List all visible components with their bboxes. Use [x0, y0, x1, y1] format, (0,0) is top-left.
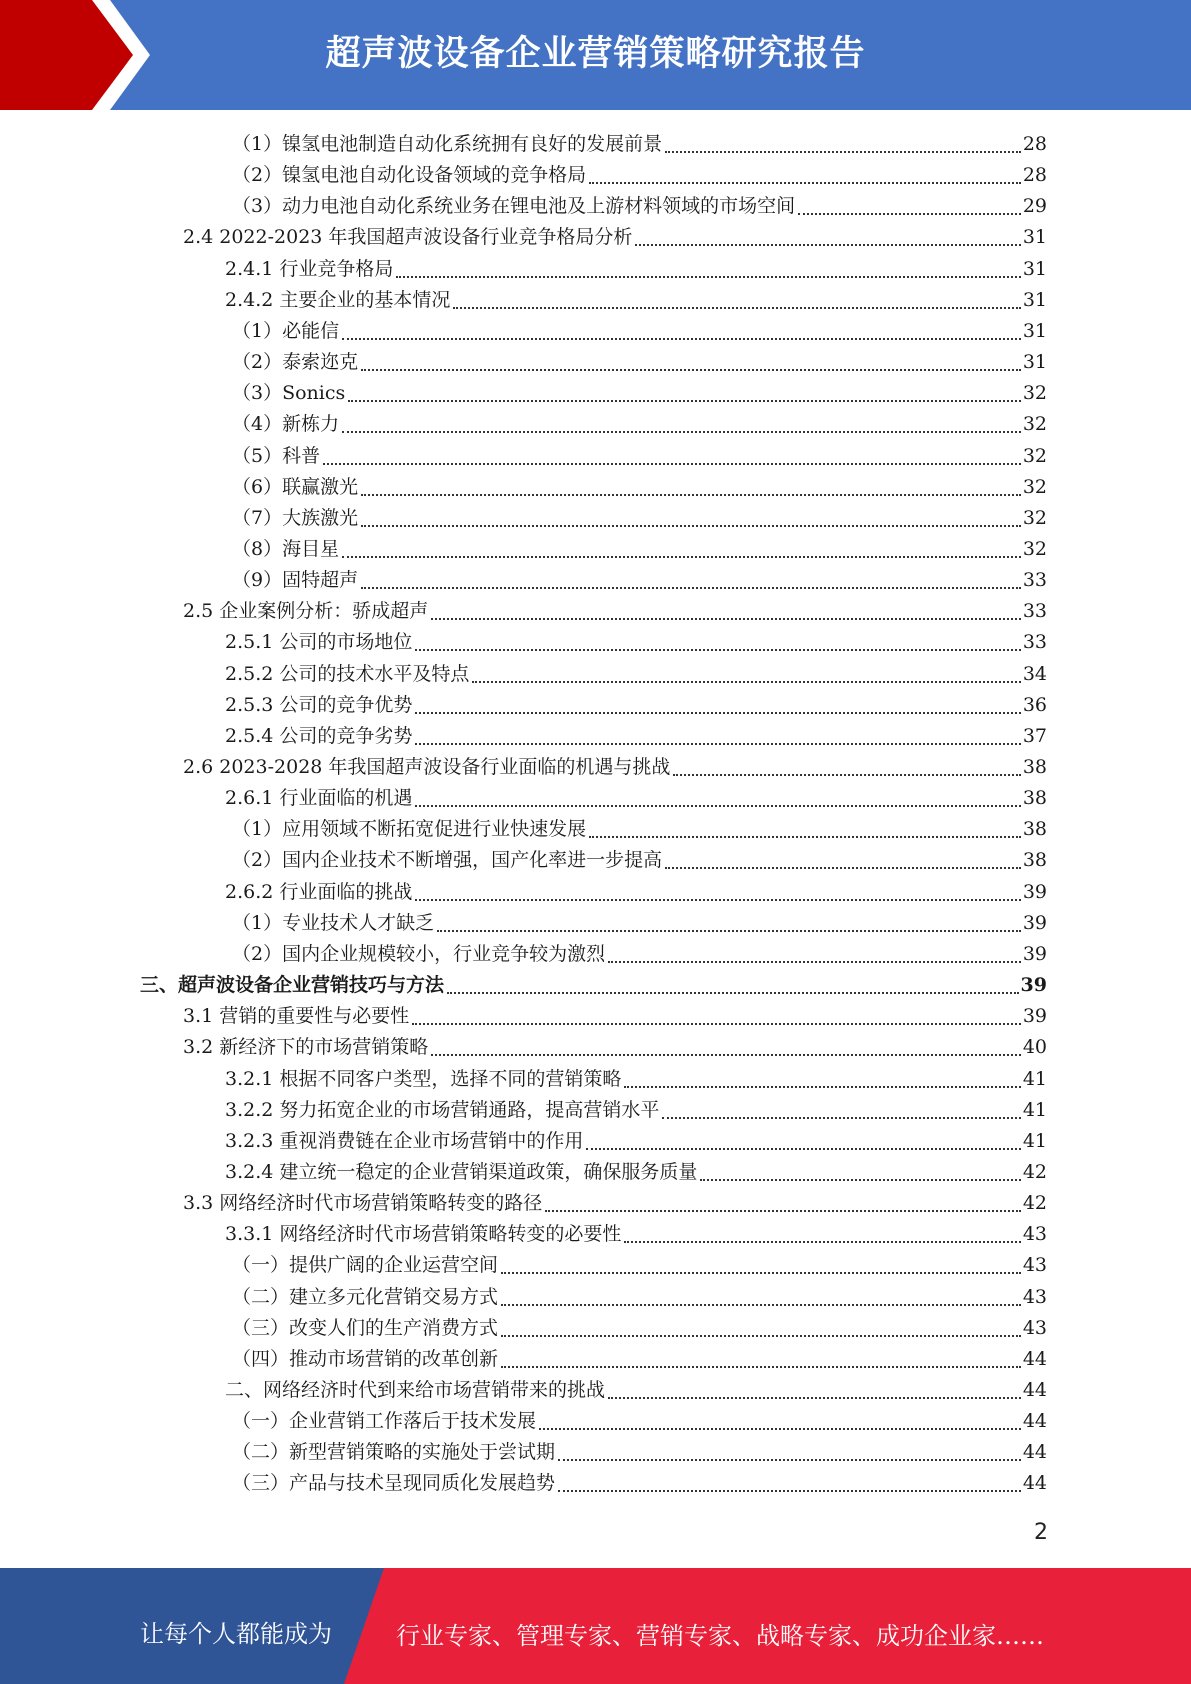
toc-entry[interactable]	[232, 503, 1047, 534]
toc-entry[interactable]	[225, 659, 1047, 690]
toc-dot-leader	[665, 151, 1021, 153]
toc-entry-page: 39	[1022, 1005, 1047, 1028]
toc-entry[interactable]	[232, 378, 1047, 409]
toc-entry[interactable]	[232, 441, 1047, 472]
toc-dot-leader	[624, 1086, 1020, 1088]
toc-entry[interactable]	[225, 285, 1047, 316]
toc-dot-leader	[361, 494, 1021, 496]
toc-entry[interactable]	[232, 814, 1047, 845]
toc-entry-page: 44	[1022, 1441, 1047, 1464]
toc-entry-label: 3.2.3 重视消费链在企业市场营销中的作用	[225, 1129, 584, 1152]
toc-dot-leader	[501, 1304, 1021, 1306]
toc-entry-label: （三）产品与技术呈现同质化发展趋势	[232, 1472, 556, 1495]
toc-entry[interactable]	[232, 939, 1047, 970]
toc-entry-page: 43	[1022, 1285, 1047, 1308]
toc-entry-label: 2.4 2022-2023 年我国超声波设备行业竞争格局分析	[183, 226, 633, 249]
toc-entry-label: 3.2.4 建立统一稳定的企业营销渠道政策，确保服务质量	[225, 1160, 698, 1183]
toc-dot-leader	[539, 1428, 1021, 1430]
toc-entry[interactable]	[232, 1282, 1047, 1313]
toc-entry[interactable]	[183, 1001, 1047, 1032]
toc-entry-page: 40	[1022, 1036, 1047, 1059]
toc-dot-leader	[662, 1117, 1020, 1119]
toc-entry-label: （9）固特超声	[232, 569, 359, 592]
toc-dot-leader	[798, 213, 1021, 215]
toc-dot-leader	[700, 1179, 1020, 1181]
toc-entry[interactable]	[225, 783, 1047, 814]
toc-dot-leader	[501, 1272, 1021, 1274]
toc-dot-leader	[589, 182, 1021, 184]
toc-entry[interactable]	[225, 1126, 1047, 1157]
toc-dot-leader	[545, 1210, 1021, 1212]
toc-entry-page: 39	[1022, 942, 1047, 965]
toc-entry[interactable]	[232, 845, 1047, 876]
toc-entry-label: 3.2 新经济下的市场营销策略	[183, 1036, 429, 1059]
toc-dot-leader	[501, 1366, 1021, 1368]
toc-dot-leader	[431, 1054, 1021, 1056]
toc-entry-label: 3.2.2 努力拓宽企业的市场营销通路，提高营销水平	[225, 1098, 660, 1121]
toc-dot-leader	[624, 1241, 1020, 1243]
toc-entry[interactable]	[225, 254, 1047, 285]
toc-entry[interactable]	[232, 1344, 1047, 1375]
toc-entry-label: 2.5 企业案例分析：骄成超声	[183, 600, 429, 623]
toc-dot-leader	[323, 463, 1021, 465]
toc-dot-leader	[415, 649, 1020, 651]
toc-dot-leader	[558, 1490, 1021, 1492]
toc-entry-label: （1）专业技术人才缺乏	[232, 911, 435, 934]
toc-entry-label: 2.6 2023-2028 年我国超声波设备行业面临的机遇与挑战	[183, 756, 671, 778]
toc-dot-leader	[453, 307, 1020, 309]
toc-entry-label: （3）Sonics	[232, 382, 346, 405]
toc-entry-label: 三、超声波设备企业营销技巧与方法	[140, 974, 445, 997]
toc-dot-leader	[342, 338, 1021, 340]
toc-entry[interactable]	[225, 877, 1047, 908]
footer-slogan-left: 让每个人都能成为	[140, 1620, 332, 1648]
toc-dot-leader	[501, 1335, 1021, 1337]
toc-entry-label: 2.5.2 公司的技术水平及特点	[225, 662, 470, 685]
toc-entry-label: 2.4.2 主要企业的基本情况	[225, 288, 451, 311]
toc-dot-leader	[342, 556, 1021, 558]
toc-entry[interactable]	[232, 160, 1047, 191]
document-title: 超声波设备企业营销策略研究报告	[325, 34, 866, 74]
toc-entry-page: 43	[1022, 1316, 1047, 1339]
toc-entry-label: （三）改变人们的生产消费方式	[232, 1316, 499, 1339]
toc-entry-label: （1）镍氢电池制造自动化系统拥有良好的发展前景	[232, 133, 663, 155]
toc-entry-page: 32	[1022, 413, 1047, 436]
toc-entry[interactable]	[183, 222, 1047, 253]
toc-entry[interactable]	[225, 1157, 1047, 1188]
toc-entry-page: 32	[1022, 537, 1047, 560]
toc-entry-page: 38	[1022, 849, 1047, 872]
toc-entry-page: 41	[1022, 1067, 1047, 1090]
toc-entry[interactable]	[225, 1219, 1047, 1250]
toc-entry-page: 34	[1022, 662, 1047, 685]
toc-entry-label: 2.4.1 行业竞争格局	[225, 257, 394, 280]
toc-dot-leader	[673, 774, 1020, 776]
toc-entry[interactable]	[140, 970, 1047, 1001]
toc-entry-page: 31	[1022, 288, 1047, 311]
toc-entry-label: （8）海目星	[232, 537, 340, 560]
toc-dot-leader	[412, 1023, 1021, 1025]
toc-dot-leader	[635, 244, 1020, 246]
toc-entry[interactable]	[183, 1032, 1047, 1063]
toc-entry-page: 29	[1022, 195, 1047, 218]
toc-entry-page: 39	[1022, 911, 1047, 934]
toc-dot-leader	[431, 618, 1021, 620]
page-header	[0, 0, 1191, 110]
toc-entry-page: 42	[1022, 1160, 1047, 1183]
toc-entry-page: 33	[1022, 631, 1047, 654]
toc-entry[interactable]	[232, 129, 1047, 160]
toc-entry[interactable]	[183, 596, 1047, 627]
toc-entry-label: （二）新型营销策略的实施处于尝试期	[232, 1441, 556, 1464]
toc-entry[interactable]	[225, 690, 1047, 721]
toc-entry[interactable]	[225, 1064, 1047, 1095]
toc-entry-page: 42	[1022, 1192, 1047, 1215]
toc-dot-leader	[361, 525, 1021, 527]
toc-entry[interactable]	[225, 1375, 1047, 1406]
page-number: 2	[1034, 1520, 1048, 1545]
footer-slogan-right: 行业专家、管理专家、营销专家、战略专家、成功企业家……	[396, 1622, 1044, 1650]
toc-dot-leader	[589, 836, 1021, 838]
toc-entry-label: 2.5.4 公司的竞争劣势	[225, 724, 413, 747]
toc-dot-leader	[348, 400, 1021, 402]
toc-entry-label: （6）联赢激光	[232, 475, 359, 498]
toc-entry-page: 44	[1022, 1347, 1047, 1370]
toc-entry-label: （二）建立多元化营销交易方式	[232, 1285, 499, 1308]
toc-entry-page: 41	[1022, 1129, 1047, 1152]
toc-entry-page: 31	[1022, 351, 1047, 374]
toc-entry[interactable]	[225, 627, 1047, 658]
toc-entry-label: 2.6.2 行业面临的挑战	[225, 880, 413, 903]
toc-dot-leader	[608, 1397, 1021, 1399]
toc-entry-page: 43	[1022, 1223, 1047, 1246]
toc-dot-leader	[415, 712, 1020, 714]
toc-entry-label: 3.3 网络经济时代市场营销策略转变的路径	[183, 1192, 543, 1215]
toc-dot-leader	[472, 681, 1020, 683]
toc-entry-page: 38	[1022, 787, 1047, 810]
toc-entry-label: （1）应用领域不断拓宽促进行业快速发展	[232, 818, 587, 841]
toc-entry-label: （2）国内企业规模较小，行业竞争较为激烈	[232, 942, 606, 965]
toc-entry-page: 36	[1022, 693, 1047, 716]
toc-dot-leader	[361, 587, 1021, 589]
toc-entry-label: （1）必能信	[232, 319, 340, 342]
toc-entry-page: 39	[1022, 880, 1047, 903]
toc-entry-label: 2.5.3 公司的竞争优势	[225, 693, 413, 716]
toc-entry-page: 44	[1022, 1379, 1047, 1401]
toc-dot-leader	[608, 961, 1021, 963]
toc-dot-leader	[558, 1459, 1021, 1461]
toc-entry-label: （7）大族激光	[232, 506, 359, 529]
toc-entry[interactable]	[232, 534, 1047, 565]
toc-entry-label: 2.6.1 行业面临的机遇	[225, 787, 413, 810]
toc-entry-label: 3.3.1 网络经济时代市场营销策略转变的必要性	[225, 1223, 622, 1246]
toc-entry[interactable]	[183, 1188, 1047, 1219]
toc-entry-label: （5）科普	[232, 444, 321, 467]
toc-dot-leader	[415, 899, 1020, 901]
toc-entry-page: 41	[1022, 1098, 1047, 1121]
toc-entry[interactable]	[183, 752, 1047, 783]
toc-dot-leader	[342, 431, 1021, 433]
toc-entry-label: （2）泰索迩克	[232, 351, 359, 374]
toc-dot-leader	[665, 867, 1021, 869]
toc-entry-page: 37	[1022, 724, 1047, 747]
toc-entry-page: 33	[1022, 569, 1047, 592]
toc-entry[interactable]	[232, 472, 1047, 503]
toc-entry-label: 2.5.1 公司的市场地位	[225, 631, 413, 654]
toc-entry-page: 28	[1022, 164, 1047, 187]
toc-entry-label: （2）镍氢电池自动化设备领域的竞争格局	[232, 164, 587, 187]
toc-entry-page: 31	[1022, 319, 1047, 342]
toc-dot-leader	[361, 369, 1021, 371]
toc-entry[interactable]	[232, 316, 1047, 347]
toc-entry-label: （四）推动市场营销的改革创新	[232, 1347, 499, 1370]
toc-entry-page: 39	[1020, 974, 1047, 997]
toc-dot-leader	[437, 930, 1021, 932]
toc-entry-page: 32	[1022, 475, 1047, 498]
toc-dot-leader	[396, 276, 1020, 278]
toc-entry-page: 33	[1022, 600, 1047, 623]
toc-entry[interactable]	[225, 721, 1047, 752]
toc-entry-page: 31	[1022, 226, 1047, 249]
toc-entry[interactable]	[232, 565, 1047, 596]
toc-entry-page: 32	[1022, 382, 1047, 405]
toc-entry-label: （一）企业营销工作落后于技术发展	[232, 1410, 537, 1433]
toc-entry-page: 38	[1022, 756, 1047, 778]
toc-entry-label: 二、网络经济时代到来给市场营销带来的挑战	[225, 1379, 606, 1401]
toc-entry-page: 32	[1022, 444, 1047, 467]
toc-entry[interactable]	[232, 1313, 1047, 1344]
toc-dot-leader	[415, 743, 1020, 745]
toc-entry-label: （2）国内企业技术不断增强，国产化率进一步提高	[232, 849, 663, 872]
toc-entry-label: 3.2.1 根据不同客户类型，选择不同的营销策略	[225, 1067, 622, 1090]
toc-entry[interactable]	[232, 191, 1047, 222]
toc-entry[interactable]	[232, 347, 1047, 378]
toc-entry-page: 44	[1022, 1472, 1047, 1495]
toc-entry[interactable]	[232, 1406, 1047, 1437]
toc-entry-page: 31	[1022, 257, 1047, 280]
toc-entry[interactable]	[225, 1095, 1047, 1126]
toc-entry[interactable]	[232, 908, 1047, 939]
toc-entry-label: （一）提供广阔的企业运营空间	[232, 1254, 499, 1277]
toc-entry-label: （3）动力电池自动化系统业务在锂电池及上游材料领域的市场空间	[232, 195, 796, 218]
toc-entry-page: 28	[1022, 133, 1047, 155]
toc-entry-label: 3.1 营销的重要性与必要性	[183, 1005, 410, 1028]
toc-entry[interactable]	[232, 409, 1047, 440]
toc-entry-label: （4）新栋力	[232, 413, 340, 436]
toc-entry[interactable]	[232, 1437, 1047, 1468]
toc-entry[interactable]	[232, 1468, 1047, 1499]
toc-entry-page: 38	[1022, 818, 1047, 841]
toc-dot-leader	[586, 1148, 1020, 1150]
toc-entry-page: 32	[1022, 506, 1047, 529]
toc-entry-page: 44	[1022, 1410, 1047, 1433]
toc-dot-leader	[415, 805, 1020, 807]
toc-entry[interactable]	[232, 1250, 1047, 1281]
toc-dot-leader	[447, 992, 1019, 994]
toc-entry-page: 43	[1022, 1254, 1047, 1277]
